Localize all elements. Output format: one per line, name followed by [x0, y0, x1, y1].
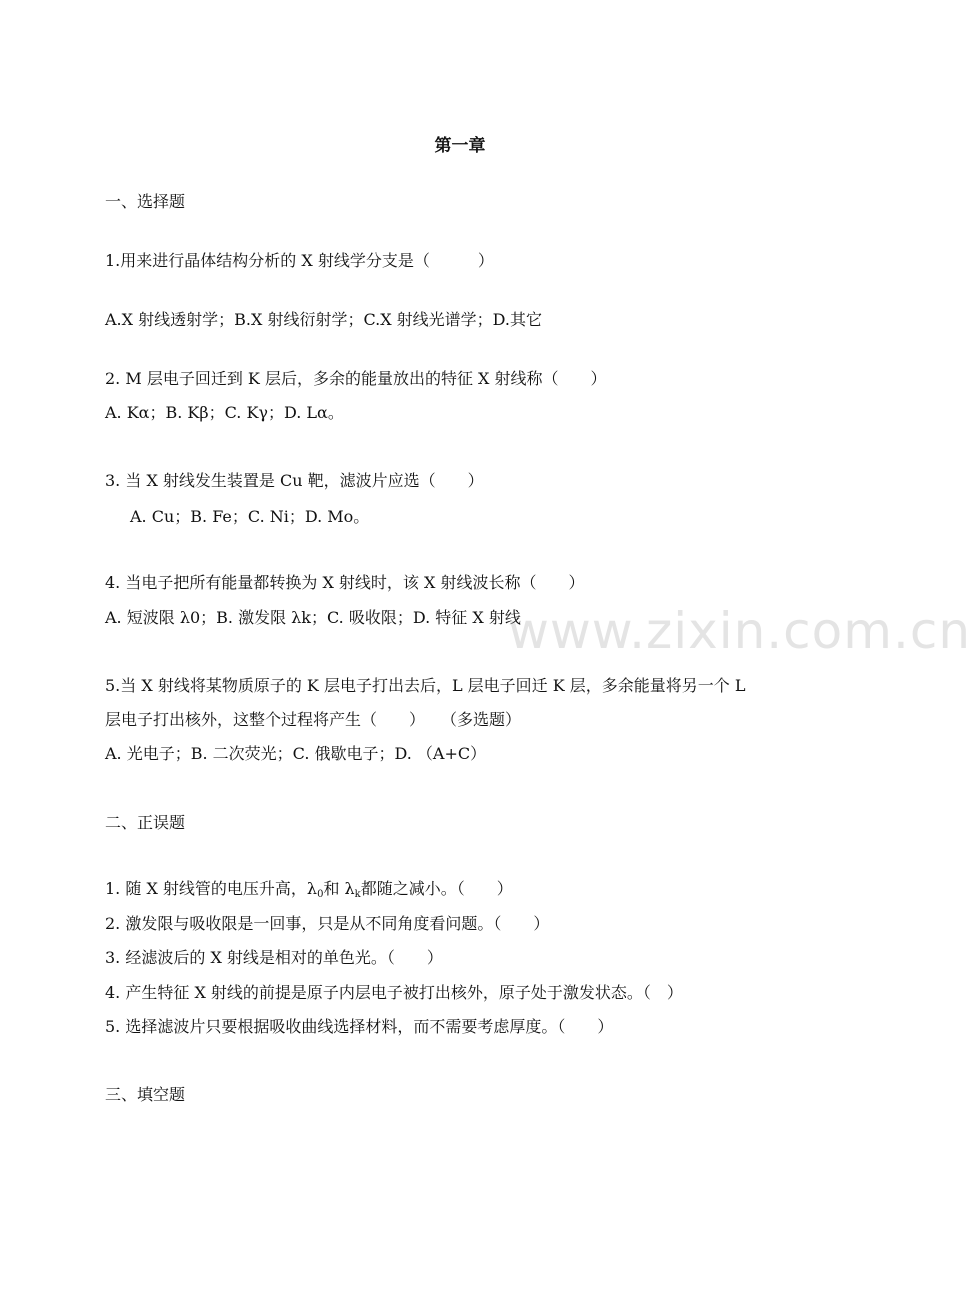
question-2-options: A. Kα；B. Kβ；C. Kγ；D. Lα。: [105, 403, 344, 422]
statement-1-prefix: 1. 随 X 射线管的电压升高，λ: [105, 879, 318, 898]
section-heading-fillin: 三、填空题: [105, 1085, 186, 1104]
watermark: www.zixin.com.cn: [508, 602, 971, 660]
question-5-options: A. 光电子；B. 二次荧光；C. 俄歇电子；D. （A+C）: [105, 744, 487, 763]
statement-3: 3. 经滤波后的 X 射线是相对的单色光。（ ）: [105, 948, 443, 967]
lambda-k-subscript: k: [354, 889, 361, 900]
question-5-line-1: 5.当 X 射线将某物质原子的 K 层电子打出去后，L 层电子回迁 K 层，多余能量将另一个 L: [105, 676, 746, 695]
chapter-title: 第一章: [434, 136, 486, 156]
question-2: 2. M 层电子回迁到 K 层后，多余的能量放出的特征 X 射线称（ ）: [105, 369, 607, 388]
question-3-options: A. Cu；B. Fe；C. Ni；D. Mo。: [130, 507, 370, 526]
question-3: 3. 当 X 射线发生装置是 Cu 靶，滤波片应选（ ）: [105, 471, 484, 490]
question-1-options: A.X 射线透射学；B.X 射线衍射学；C.X 射线光谱学；D.其它: [105, 310, 543, 329]
question-4: 4. 当电子把所有能量都转换为 X 射线时，该 X 射线波长称（ ）: [105, 573, 585, 592]
question-5-line-2: 层电子打出核外，这整个过程将产生（ ） （多选题）: [105, 710, 522, 729]
lambda-zero-subscript: 0: [317, 889, 324, 900]
section-heading-choice: 一、选择题: [105, 192, 186, 211]
question-1: 1.用来进行晶体结构分析的 X 射线学分支是（ ）: [105, 251, 494, 270]
statement-1-suffix: 都随之减小。（ ）: [360, 879, 513, 898]
statement-4: 4. 产生特征 X 射线的前提是原子内层电子被打出核外，原子处于激发状态。（ ）: [105, 983, 683, 1002]
statement-5: 5. 选择滤波片只要根据吸收曲线选择材料，而不需要考虑厚度。（ ）: [105, 1017, 614, 1036]
section-heading-truefalse: 二、正误题: [105, 813, 186, 832]
statement-1-mid: 和 λ: [323, 879, 355, 898]
statement-2: 2. 激发限与吸收限是一回事，只是从不同角度看问题。（ ）: [105, 914, 550, 933]
statement-1: [105, 878, 513, 900]
question-4-options: A. 短波限 λ0；B. 激发限 λk；C. 吸收限；D. 特征 X 射线: [105, 608, 521, 627]
